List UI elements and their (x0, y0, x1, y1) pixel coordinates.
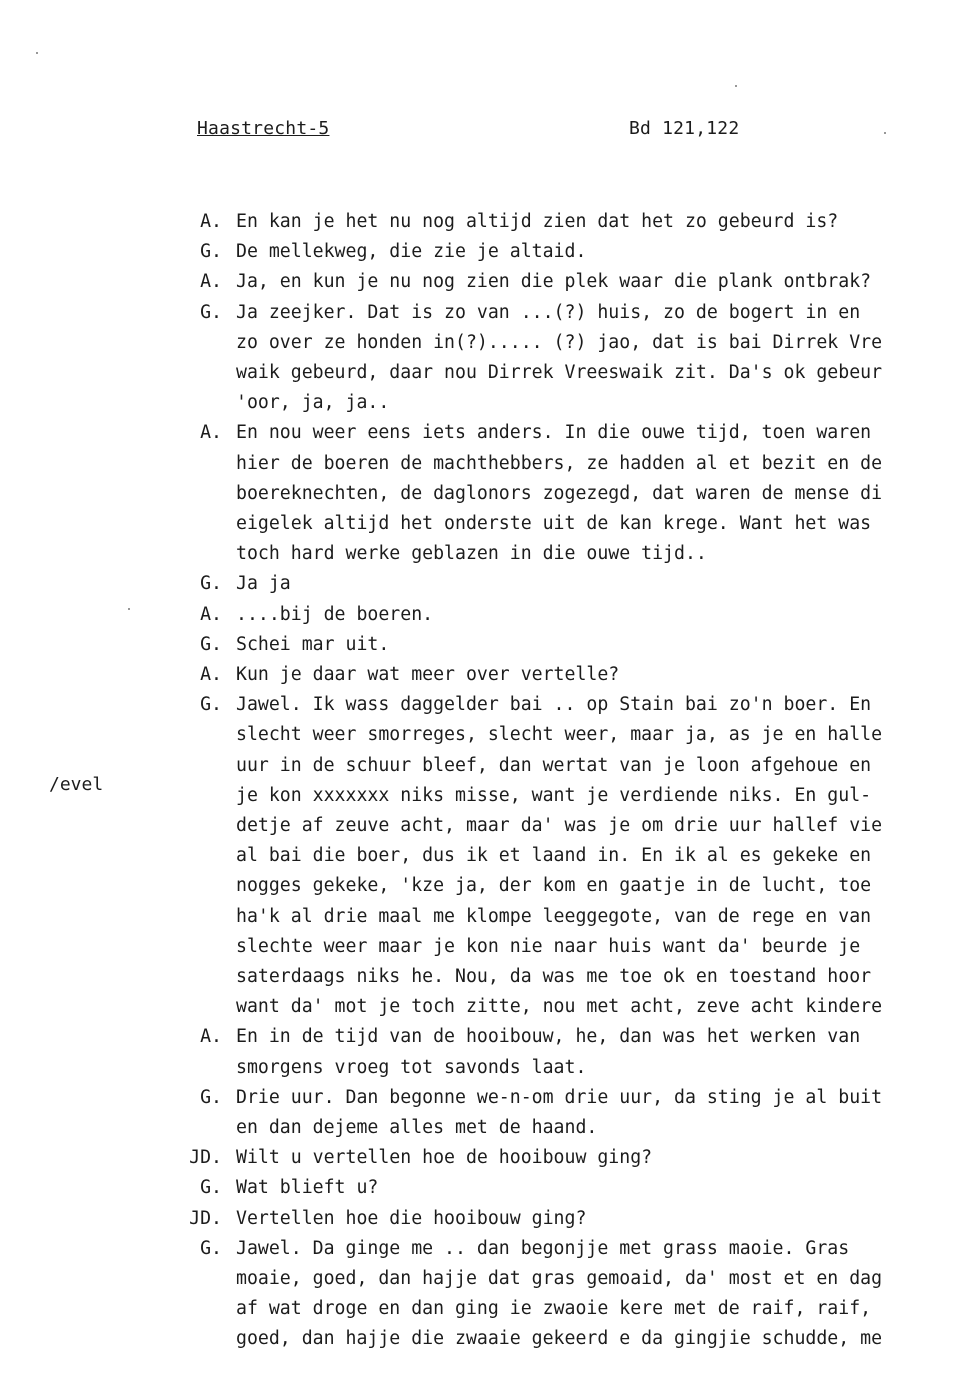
line-text: Vertellen hoe die hooibouw ging? (236, 1208, 587, 1229)
line-text: saterdaags niks he. Nou, da was me toe ok en toestand hoor (236, 966, 872, 987)
line-text: 'oor, ja, ja.. (236, 392, 390, 413)
line-text: goed, dan hajje die zwaaie gekeerd e da gingjie schudde, me (236, 1328, 883, 1349)
scan-speck (735, 85, 737, 87)
speaker-label: A. (200, 1026, 222, 1047)
transcript-line (0, 1053, 966, 1083)
speaker-label: G. (200, 302, 222, 323)
transcript-line (0, 751, 966, 781)
transcript-line (0, 539, 966, 569)
transcript-line (0, 1022, 966, 1052)
transcript-line (0, 811, 966, 841)
scan-speck (884, 132, 886, 134)
line-text: moaie, goed, dan hajje dat gras gemoaid, da' most et en dag (236, 1268, 883, 1289)
line-text: uur in de schuur bleef, dan wertat van je loon afgehoue en (236, 755, 872, 776)
line-text: Jawel. Ik wass daggelder bai .. op Stain bai zo'n boer. En (236, 694, 872, 715)
speaker-label: G. (200, 1177, 222, 1198)
speaker-label: JD. (189, 1147, 222, 1168)
line-text: Ja, en kun je nu nog zien die plek waar die plank ontbrak? (236, 271, 872, 292)
transcript-line (0, 388, 966, 418)
speaker-label: A. (200, 271, 222, 292)
transcript-line (0, 1143, 966, 1173)
line-text: slechte weer maar je kon nie naar huis want da' beurde je (236, 936, 861, 957)
line-text: En nou weer eens iets anders. In die ouwe tijd, toen waren (236, 422, 872, 443)
transcript-line (0, 509, 966, 539)
scan-speck (128, 608, 130, 610)
transcript-line (0, 781, 966, 811)
transcript-line (0, 237, 966, 267)
speaker-label: G. (200, 634, 222, 655)
line-text: ha'k al drie maal me klompe leeggegote, van de rege en van (236, 906, 872, 927)
speaker-label: G. (200, 573, 222, 594)
transcript-line (0, 207, 966, 237)
transcript-line (0, 418, 966, 448)
line-text: hier de boeren de machthebbers, ze hadden al et bezit en de (236, 453, 883, 474)
line-text: detje af zeuve acht, maar da' was je om drie uur hallef vie (236, 815, 883, 836)
transcript-line (0, 298, 966, 328)
line-text: Wat blieft u? (236, 1177, 379, 1198)
line-text: slecht weer smorreges, slecht weer, maar ja, as je en halle (236, 724, 883, 745)
line-text: En in de tijd van de hooibouw, he, dan was het werken van (236, 1026, 861, 1047)
transcript-line (0, 328, 966, 358)
speaker-label: JD. (189, 1208, 222, 1229)
line-text: en dan dejeme alles met de haand. (236, 1117, 598, 1138)
line-text: Drie uur. Dan begonne we-n-om drie uur, da sting je al buit (236, 1087, 883, 1108)
line-text: ....bij de boeren. (236, 604, 434, 625)
transcript-line (0, 1204, 966, 1234)
transcript-line (0, 1113, 966, 1143)
transcript-line (0, 932, 966, 962)
speaker-label: A. (200, 664, 222, 685)
transcript-line (0, 449, 966, 479)
document-reference: Bd 121,122 (629, 118, 740, 139)
margin-note: /evel (49, 774, 104, 795)
speaker-label: G. (200, 241, 222, 262)
speaker-label: G. (200, 1087, 222, 1108)
line-text: nogges gekeke, 'kze ja, der kom en gaatje in de lucht, toe (236, 875, 872, 896)
line-text: boereknechten, de daglonors zogezegd, dat waren de mense di (236, 483, 883, 504)
transcript-line (0, 992, 966, 1022)
line-text: smorgens vroeg tot savonds laat. (236, 1057, 587, 1078)
speaker-label: G. (200, 694, 222, 715)
transcript-line (0, 690, 966, 720)
line-text: af wat droge en dan ging ie zwaoie kere met de raif, raif, (236, 1298, 872, 1319)
line-text: Kun je daar wat meer over vertelle? (236, 664, 620, 685)
line-text: toch hard werke geblazen in die ouwe tijd.. (236, 543, 707, 564)
line-text: Wilt u vertellen hoe de hooibouw ging? (236, 1147, 653, 1168)
transcript-line (0, 1234, 966, 1264)
line-text: al bai die boer, dus ik et laand in. En ik al es gekeke en (236, 845, 872, 866)
line-text: Jawel. Da ginge me .. dan begonjje met grass maoie. Gras (236, 1238, 850, 1259)
document-title: Haastrecht-5 (197, 118, 330, 139)
transcript-line (0, 902, 966, 932)
line-text: waik gebeurd, daar nou Dirrek Vreeswaik zit. Da's ok gebeur (236, 362, 883, 383)
transcript-line (0, 871, 966, 901)
transcript-line (0, 1324, 966, 1354)
transcript-line (0, 569, 966, 599)
transcript-line (0, 962, 966, 992)
transcript-line (0, 1294, 966, 1324)
line-text: Ja ja (236, 573, 291, 594)
transcript-line (0, 1083, 966, 1113)
line-text: En kan je het nu nog altijd zien dat het zo gebeurd is? (236, 211, 839, 232)
transcript-line (0, 660, 966, 690)
line-text: Schei mar uit. (236, 634, 390, 655)
transcript-line (0, 1264, 966, 1294)
speaker-label: A. (200, 211, 222, 232)
transcript-line (0, 1173, 966, 1203)
transcript-line (0, 720, 966, 750)
speaker-label: A. (200, 604, 222, 625)
transcript-line (0, 630, 966, 660)
line-text: je kon xxxxxxx niks misse, want je verdiende niks. En gul- (236, 785, 872, 806)
line-text: De mellekweg, die zie je altaid. (236, 241, 587, 262)
transcript-line (0, 358, 966, 388)
line-text: zo over ze honden in(?)..... (?) jao, dat is bai Dirrek Vre (236, 332, 883, 353)
transcript-line (0, 267, 966, 297)
transcript-line (0, 600, 966, 630)
speaker-label: A. (200, 422, 222, 443)
line-text: Ja zeejker. Dat is zo van ...(?) huis, zo de bogert in en (236, 302, 861, 323)
transcript-line (0, 841, 966, 871)
line-text: want da' mot je toch zitte, nou met acht, zeve acht kindere (236, 996, 883, 1017)
line-text: eigelek altijd het onderste uit de kan krege. Want het was (236, 513, 872, 534)
transcript-line (0, 479, 966, 509)
scan-speck (36, 52, 38, 54)
speaker-label: G. (200, 1238, 222, 1259)
